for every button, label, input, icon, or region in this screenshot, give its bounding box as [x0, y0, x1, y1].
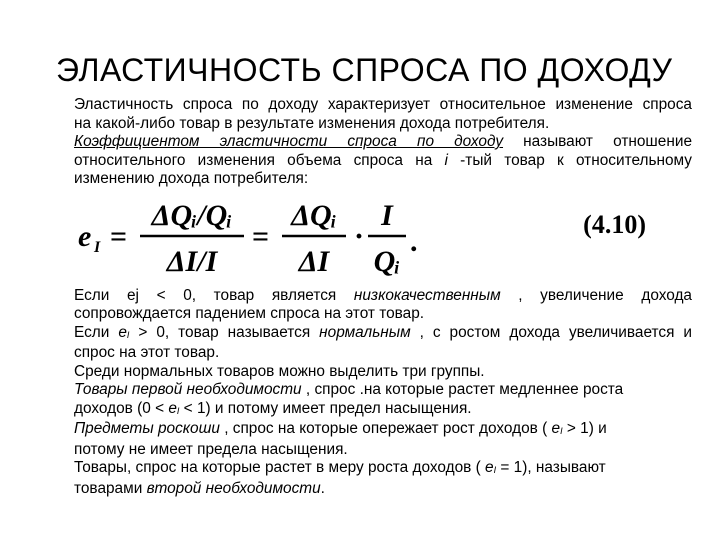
- second-necessity-line-2: [74, 480, 692, 499]
- first-necessity-line-2: [74, 400, 692, 421]
- second-necessity-end: = 1), называют: [496, 459, 606, 476]
- normal-goods-line-2: спрос на этот товар.: [74, 344, 220, 361]
- intro-line-1: Эластичность спроса по доходу характеризует относительное изменение спроса: [74, 96, 692, 113]
- normal-start: Если: [74, 323, 119, 341]
- luxury-line-2: потому не имеет предела насыщения.: [74, 440, 348, 458]
- formula-frac1-num: ΔQᵢ/Qᵢ: [151, 198, 233, 232]
- intro-line-2: на какой-либо товар в результате изменения дохода потребителя.: [74, 114, 550, 132]
- first-necessity-rest: , спрос .на которые растет медленнее роста: [301, 381, 624, 398]
- luxury-end: > 1) и: [562, 420, 607, 437]
- intro-line-5: изменению дохода потребителя:: [74, 170, 309, 187]
- low-quality-line-2: сопровождается падением спроса на этот товар.: [74, 305, 425, 322]
- low-quality-term: низкокачественным: [353, 286, 501, 304]
- second-necessity-e: e: [485, 459, 494, 476]
- formula-frac1-den: ΔI/I: [166, 244, 218, 278]
- second-necessity-start: Товары, спрос на которые растет в меру роста доходов (: [74, 459, 486, 476]
- normal-e-sub: I: [126, 329, 130, 340]
- second-necessity-line-1: [74, 459, 692, 480]
- low-quality-end: , увеличение дохода: [500, 286, 692, 304]
- slide-title: ЭЛАСТИЧНОСТЬ СПРОСА ПО ДОХОДУ: [56, 52, 673, 88]
- first-necessity-term: Товары первой необходимости: [74, 381, 302, 398]
- variable-i: i: [444, 151, 448, 169]
- luxury-line-1: [74, 420, 692, 441]
- intro-line-3-rest: называют отношение: [503, 133, 692, 150]
- groups-line: Среди нормальных товаров можно выделить три группы.: [74, 362, 485, 380]
- luxury-e-sub: I: [560, 426, 563, 436]
- formula-frac2-den: ΔI: [298, 244, 330, 278]
- formula-dot: ·: [354, 219, 365, 253]
- intro-line-3: [74, 133, 692, 152]
- formula-frac3-den: Qᵢ: [373, 244, 401, 278]
- low-quality-line-1: [74, 287, 692, 306]
- formula-frac2-num: ΔQᵢ: [291, 198, 337, 232]
- slide-body: [74, 96, 692, 498]
- normal-goods-line-1: [74, 324, 692, 345]
- second-necessity-period: .: [320, 479, 325, 497]
- elasticity-coefficient-term: Коэффициентом эластичности спроса по доходу: [74, 133, 504, 150]
- formula-e: e: [78, 219, 92, 253]
- formula-eq-2: =: [252, 219, 270, 253]
- second-necessity-e-sub: I: [493, 465, 497, 475]
- formula-period: .: [410, 224, 418, 258]
- luxury-term: Предметы роскоши: [74, 420, 220, 437]
- formula-eq-1: =: [110, 219, 128, 253]
- intro-line-4-start: относительного изменения объема спроса на: [74, 151, 445, 169]
- equation-number: (4.10): [583, 209, 646, 239]
- second-necessity-term: второй необходимости: [146, 479, 321, 497]
- low-quality-start: Если ej < 0, товар является: [74, 286, 354, 304]
- formula-frac3-num: I: [381, 198, 393, 232]
- formula-e-sub: I: [94, 238, 101, 256]
- intro-line-4-end: -тый товар к относительному: [447, 151, 692, 169]
- intro-line-4: [74, 152, 692, 171]
- formula-graphic: [74, 191, 494, 283]
- luxury-mid: , спрос на которые опережает рост доходов (: [219, 420, 552, 437]
- first-necessity-line-2-start: доходов (0 <: [74, 399, 169, 417]
- first-necessity-e: e: [168, 399, 177, 417]
- luxury-e: e: [551, 420, 561, 437]
- second-necessity-line-2-start: товарами: [74, 479, 147, 497]
- normal-e: e: [118, 323, 127, 341]
- first-necessity-line-2-end: < 1) и потому имеет предел насыщения.: [179, 399, 472, 417]
- elasticity-formula: [74, 191, 692, 283]
- normal-end: , с ростом дохода увеличивается и: [410, 323, 692, 341]
- normal-middle: > 0, товар называется: [129, 323, 320, 341]
- first-necessity-e-sub: I: [176, 405, 180, 416]
- first-necessity-line-1: [74, 381, 692, 400]
- normal-term: нормальным: [319, 323, 411, 341]
